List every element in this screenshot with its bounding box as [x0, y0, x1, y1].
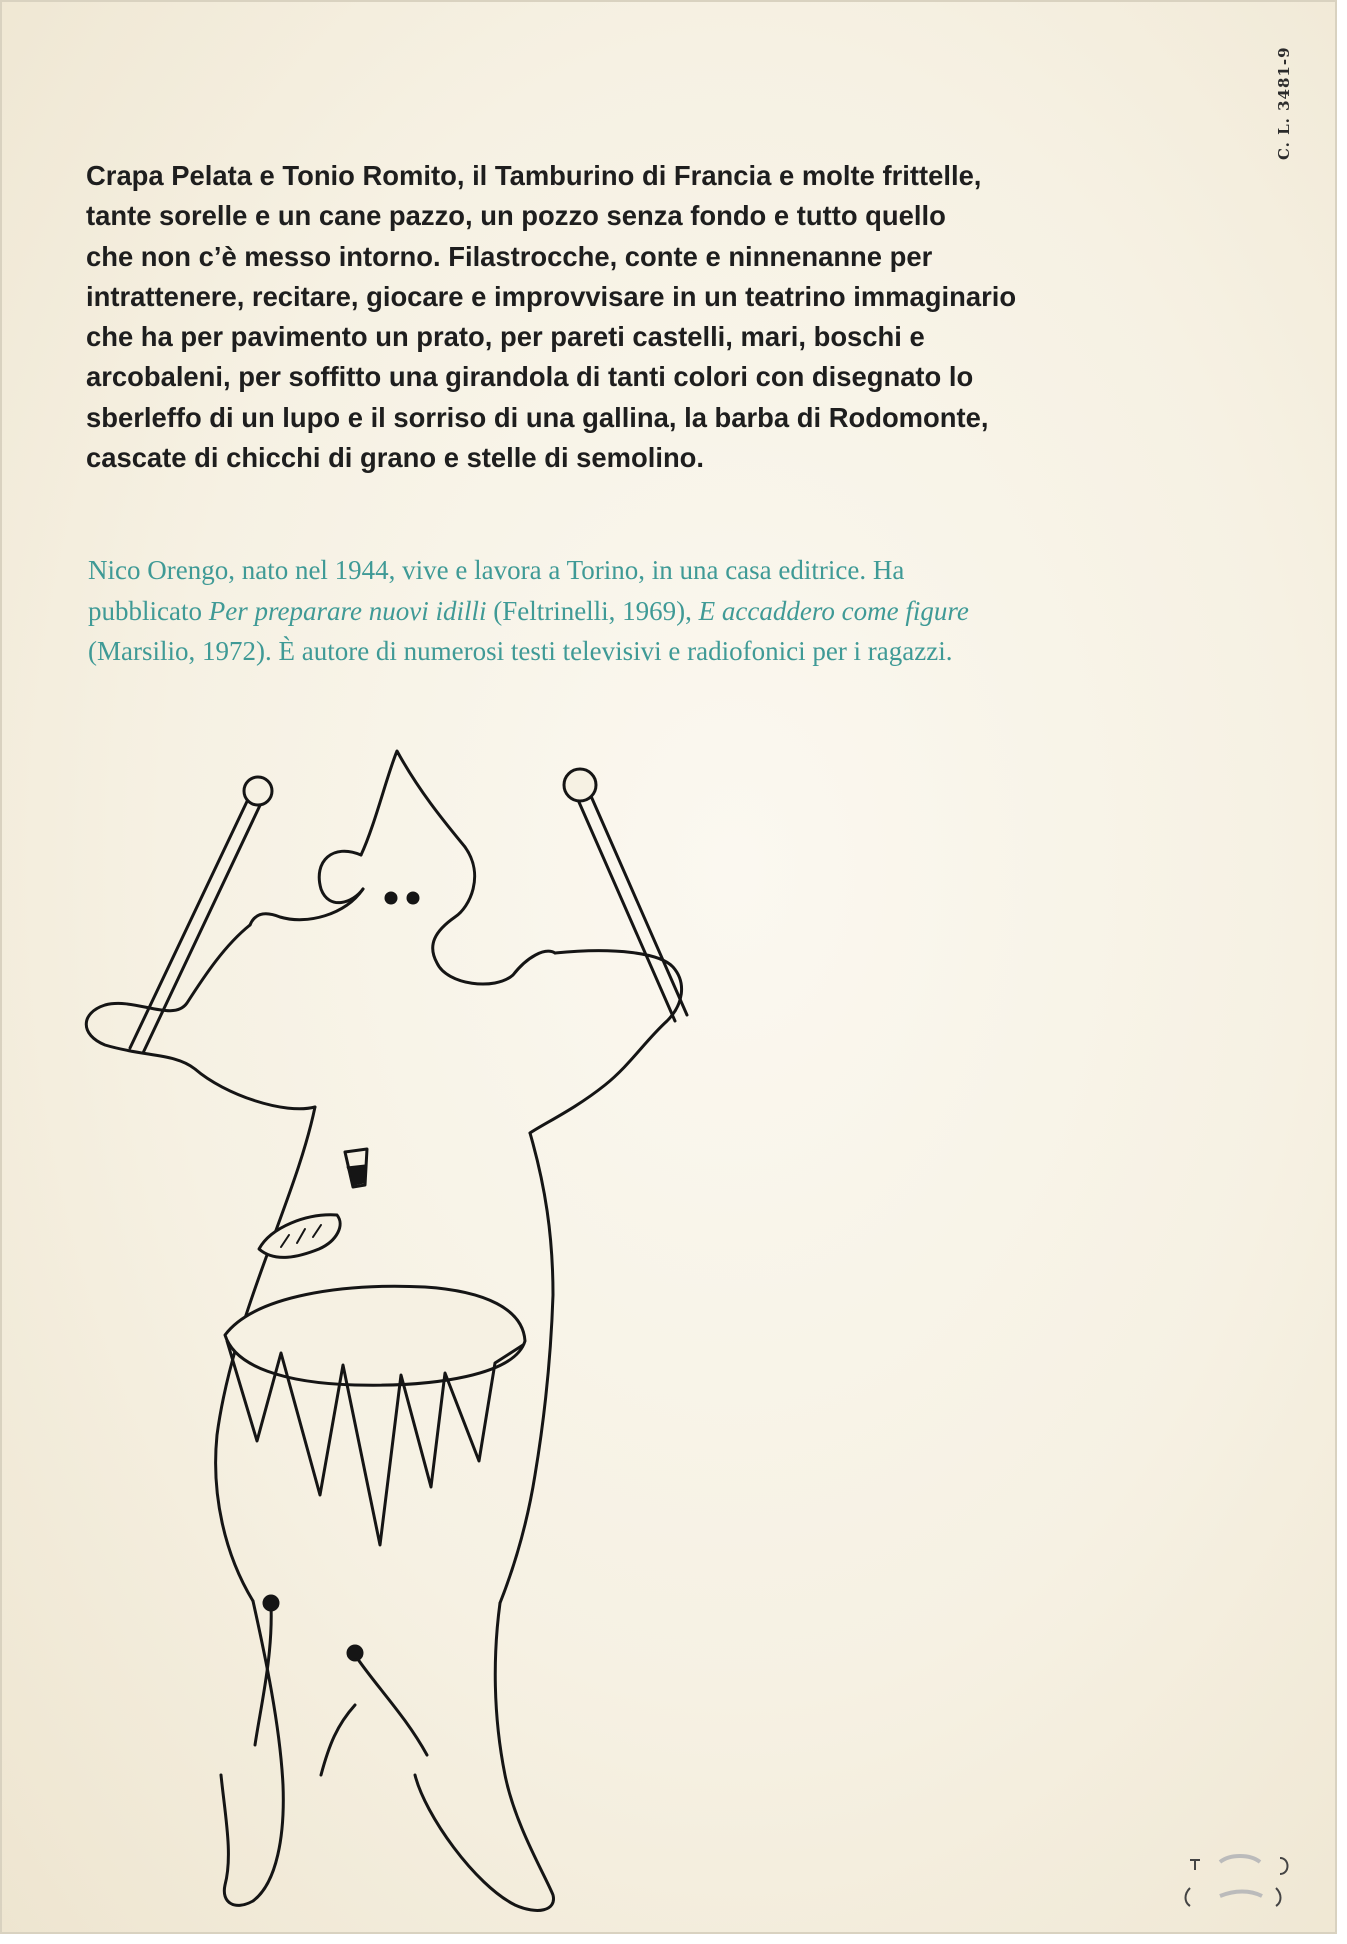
- bread: [259, 1215, 340, 1258]
- drum-top: [225, 1286, 525, 1385]
- figure-crotch: [321, 1705, 355, 1775]
- catalog-code: C. L. 3481-9: [1275, 46, 1293, 160]
- eye-left: [386, 893, 396, 903]
- figure-torso-right: [500, 1133, 553, 1603]
- figure-right-arm: [530, 951, 682, 1133]
- bio-line-3: (Marsilio, 1972). È autore di numerosi testi televisivi e radiofonici per i ragazzi.: [88, 636, 953, 666]
- eye-right: [408, 893, 418, 903]
- blurb-text: [86, 156, 1236, 478]
- figure-head: [361, 751, 555, 984]
- blurb-line: che ha per pavimento un prato, per pareti castelli, mari, boschi e: [86, 321, 925, 353]
- left-drumstick: [130, 793, 263, 1053]
- right-drumstick: [575, 787, 687, 1021]
- left-knob: [264, 1596, 278, 1610]
- figure-right-leg: [415, 1603, 554, 1910]
- blurb-line: cascate di chicchi di grano e stelle di semolino.: [86, 442, 705, 474]
- glass-drink: [347, 1165, 365, 1185]
- bio-line-2-middle: (Feltrinelli, 1969),: [486, 595, 699, 626]
- figure-left-leg: [221, 1601, 283, 1905]
- blurb-line: sberleffo di un lupo e il sorriso di una gallina, la barba di Rodomonte,: [86, 401, 989, 433]
- left-drumstick-tip: [244, 777, 272, 805]
- blurb-line: arcobaleni, per soffitto una girandola di tanti colori con disegnato lo: [86, 361, 974, 393]
- bio-line-1: Nico Orengo, nato nel 1944, vive e lavora a Torino, in una casa editrice. Ha: [88, 555, 905, 585]
- publisher-logo-mark-icon: [1180, 1840, 1300, 1910]
- bio-line-2: [88, 591, 1238, 632]
- book-title-1: Per preparare nuovi idilli: [208, 595, 487, 626]
- drummer-figure-drawing-icon: [75, 735, 775, 1915]
- right-drumstick-tip: [564, 769, 596, 801]
- right-hand-string: [355, 1655, 427, 1755]
- author-bio: [88, 550, 1238, 672]
- bio-line-2-start: pubblicato: [88, 595, 209, 626]
- blurb-line: tante sorelle e un cane pazzo, un pozzo senza fondo e tutto quello: [86, 200, 946, 232]
- blurb-line: intrattenere, recitare, giocare e improvvisare in un teatrino immaginario: [86, 280, 1017, 312]
- blurb-line: Crapa Pelata e Tonio Romito, il Tamburino di Francia e molte frittelle,: [86, 160, 982, 191]
- figure-head-left: [250, 889, 363, 925]
- book-title-2: E accaddero come figure: [698, 595, 969, 626]
- figure-left-arm: [86, 925, 315, 1109]
- blurb-line: che non c’è messo intorno. Filastrocche, conte e ninnenanne per: [86, 240, 933, 272]
- right-knob: [348, 1646, 362, 1660]
